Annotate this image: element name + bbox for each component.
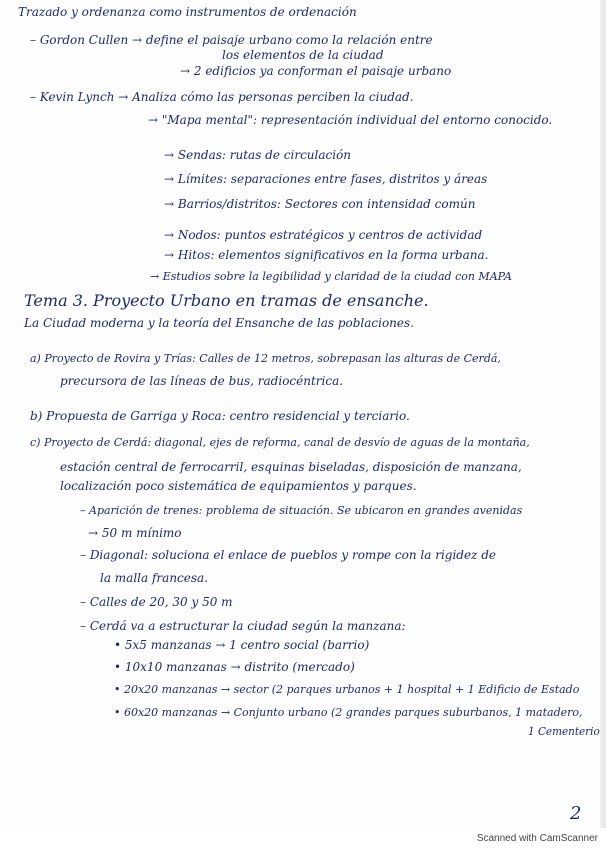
list-item: • 5x5 manzanas → 1 centro social (barrio) <box>114 638 370 652</box>
note-line: los elementos de la ciudad <box>222 48 384 62</box>
note-line: → Estudios sobre la legibilidad y claridad de la ciudad con MAPA <box>150 270 512 283</box>
section-subheading: La Ciudad moderna y la teoría del Ensanche de las poblaciones. <box>24 316 414 330</box>
note-line: → 50 m mínimo <box>88 526 182 540</box>
note-line: → Barrios/distritos: Sectores con intensidad común <box>164 197 476 211</box>
note-line: precursora de las líneas de bus, radiocéntrica. <box>60 374 344 388</box>
note-line: → Límites: separaciones entre fases, distritos y áreas <box>164 172 488 186</box>
note-line: – Diagonal: soluciona el enlace de pueblos y rompe con la rigidez de <box>80 548 497 562</box>
note-line: – Cerdá va a estructurar la ciudad según la manzana: <box>80 619 406 633</box>
note-line: – Gordon Cullen → define el paisaje urbano como la relación entre <box>30 33 433 47</box>
note-line: b) Propuesta de Garriga y Roca: centro residencial y terciario. <box>30 409 410 423</box>
note-line: a) Proyecto de Rovira y Trías: Calles de 12 metros, sobrepasan las alturas de Cerdá, <box>30 352 501 365</box>
section-heading: Tema 3. Proyecto Urbano en tramas de ensanche. <box>24 291 429 310</box>
scan-edge <box>600 0 606 848</box>
note-line: → 2 edificios ya conforman el paisaje urbano <box>180 64 452 78</box>
note-line: – Calles de 20, 30 y 50 m <box>80 595 233 609</box>
note-line: – Aparición de trenes: problema de situación. Se ubicaron en grandes avenidas <box>80 504 523 517</box>
list-item: • 60x20 manzanas → Conjunto urbano (2 grandes parques suburbanos, 1 matadero, <box>114 706 583 719</box>
list-item: • 10x10 manzanas → distrito (mercado) <box>114 660 355 674</box>
note-line: → Sendas: rutas de circulación <box>164 148 352 162</box>
note-line: 1 Cementerio <box>528 725 600 738</box>
note-line: la malla francesa. <box>100 571 208 585</box>
note-line: → Nodos: puntos estratégicos y centros de actividad <box>164 228 483 242</box>
note-line: localización poco sistemática de equipamientos y parques. <box>60 479 417 493</box>
note-line: → Hitos: elementos significativos en la forma urbana. <box>164 248 489 262</box>
note-line: estación central de ferrocarril, esquinas biseladas, disposición de manzana, <box>60 460 522 474</box>
note-line: – Kevin Lynch → Analiza cómo las personas perciben la ciudad. <box>30 90 414 104</box>
note-line: c) Proyecto de Cerdá: diagonal, ejes de reforma, canal de desvío de aguas de la montaña, <box>30 436 530 449</box>
list-item: • 20x20 manzanas → sector (2 parques urbanos + 1 hospital + 1 Edificio de Estado <box>114 683 580 696</box>
note-line: Trazado y ordenanza como instrumentos de ordenación <box>18 5 357 19</box>
scanner-watermark: Scanned with CamScanner <box>476 833 598 844</box>
note-line: → "Mapa mental": representación individual del entorno conocido. <box>148 113 553 127</box>
page-number: 2 <box>570 803 582 824</box>
